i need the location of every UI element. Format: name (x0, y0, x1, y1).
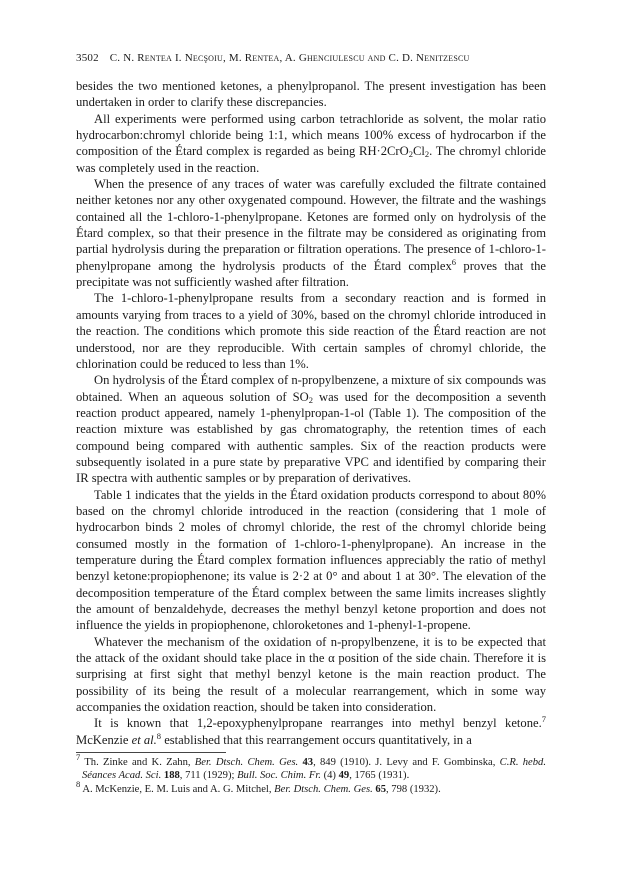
footnote: $^7$ Th. Zinke and K. Zahn, Ber. Dtsch. Chem. Ges. 43, 849 (1910). J. Levy and F. Gombinska, C.R. hebd. Séances Acad. Sci. 188, 711 (1929); Bull. Soc. Chim. Fr. (4) 49, 1765 (1931). (76, 752, 546, 782)
article-body (76, 78, 546, 748)
body-paragraph: All experiments were performed using carbon tetrachloride as solvent, the molar ratio hydrocarbon:chromyl chloride being 1:1, which means 100% excess of hydrocarbon if the composition of the Étard complex is regarded as being $RH\cdot 2CrO_2Cl_2$. The chromyl chloride was completely used in the reaction. (76, 111, 546, 175)
running-header (76, 52, 546, 64)
body-paragraph: It is known that 1,2-epoxyphenylpropane rearranges into methyl benzyl ketone.$^7$ McKenzie et al.$^8$ established that this rearrangement occurs quantitatively, in a (76, 714, 546, 747)
body-paragraph: Whatever the mechanism of the oxidation of n-propylbenzene, it is to be expected that the attack of the oxidant should take place in the α position of the side chain. Therefore it is surprising at first sight that methyl benzyl ketone is the main reaction product. The possibility of its being the result of a molecular rearrangement, which in some way accompanies the oxidation reaction, should be taken into consideration. (76, 634, 546, 715)
page-number: 3502 (76, 52, 99, 64)
footnote: $^8$ A. McKenzie, E. M. Luis and A. G. Mitchel, Ber. Dtsch. Chem. Ges. 65, 798 (1932). (76, 778, 441, 795)
body-paragraph: besides the two mentioned ketones, a phenylpropanol. The present investigation has been undertaken in order to clarify these discrepancies. (76, 79, 546, 110)
author-line: C. N. Rentea I. Necşoiu, M. Rentea, A. Ghenciulescu and C. D. Nenitzescu (109, 52, 470, 64)
footnotes (76, 752, 546, 796)
body-paragraph: When the presence of any traces of water was carefully excluded the filtrate contained neither ketones nor any other oxygenated compound. However, the filtrate and the washings contained all the 1-chloro-1-phenylpropane. Ketones are formed only on hydrolysis of the Étard complex, so that their presence in the filtrate may be considered as originating from partial hydrolysis during the preparation or filtration operations. The presence of 1-chloro-1-phenylpropane among the hydrolysis products of the Étard complex$^6$ proves that the precipitate was not sufficiently washed after filtration. (76, 177, 546, 290)
body-paragraph: The 1-chloro-1-phenylpropane results from a secondary reaction and is formed in amounts varying from traces to a yield of 30%, based on the chromyl chloride introduced in the reaction. The conditions which promote this side reaction of the Étard reaction are not understood, nor are they reproducible. With certain samples of chromyl chloride, the chlorination could be reduced to less than 1%. (76, 291, 546, 371)
body-paragraph: On hydrolysis of the Étard complex of n-propylbenzene, a mixture of six compounds was obtained. When an aqueous solution of $SO_2$ was used for the decomposition a seventh reaction product appeared, namely 1-phenylpropan-1-ol (Table 1). The composition of the reaction mixture was established by gas chromatography, the retention times of each compound being compared with authentic samples. Six of the reaction products were subsequently isolated in a pure state by preparative VPC and identified by comparing their IR spectra with authentic samples or by preparation of derivatives. (76, 373, 546, 486)
footnote-divider (76, 752, 226, 753)
journal-page (76, 52, 546, 796)
body-paragraph: Table 1 indicates that the yields in the Étard oxidation products correspond to about 80% based on the chromyl chloride introduced in the reaction (considering that 1 mole of hydrocarbon binds 2 moles of chromyl chloride, the rest of the chromyl chloride being consumed mostly in the formation of 1-chloro-1-phenylpropane). An increase in the temperature during the Étard complex formation influences appreciably the ratio of methyl benzyl ketone:propiophenone; its value is 2·2 at 0° and about 1 at 30°. The elevation of the decomposition temperature of the Étard complex between the same limits increases slightly the amount of benzaldehyde, decreases the methyl benzyl ketone proportion and does not influence the yields in propiophenone, chloroketones and 1-phenyl-1-propene. (76, 487, 546, 633)
